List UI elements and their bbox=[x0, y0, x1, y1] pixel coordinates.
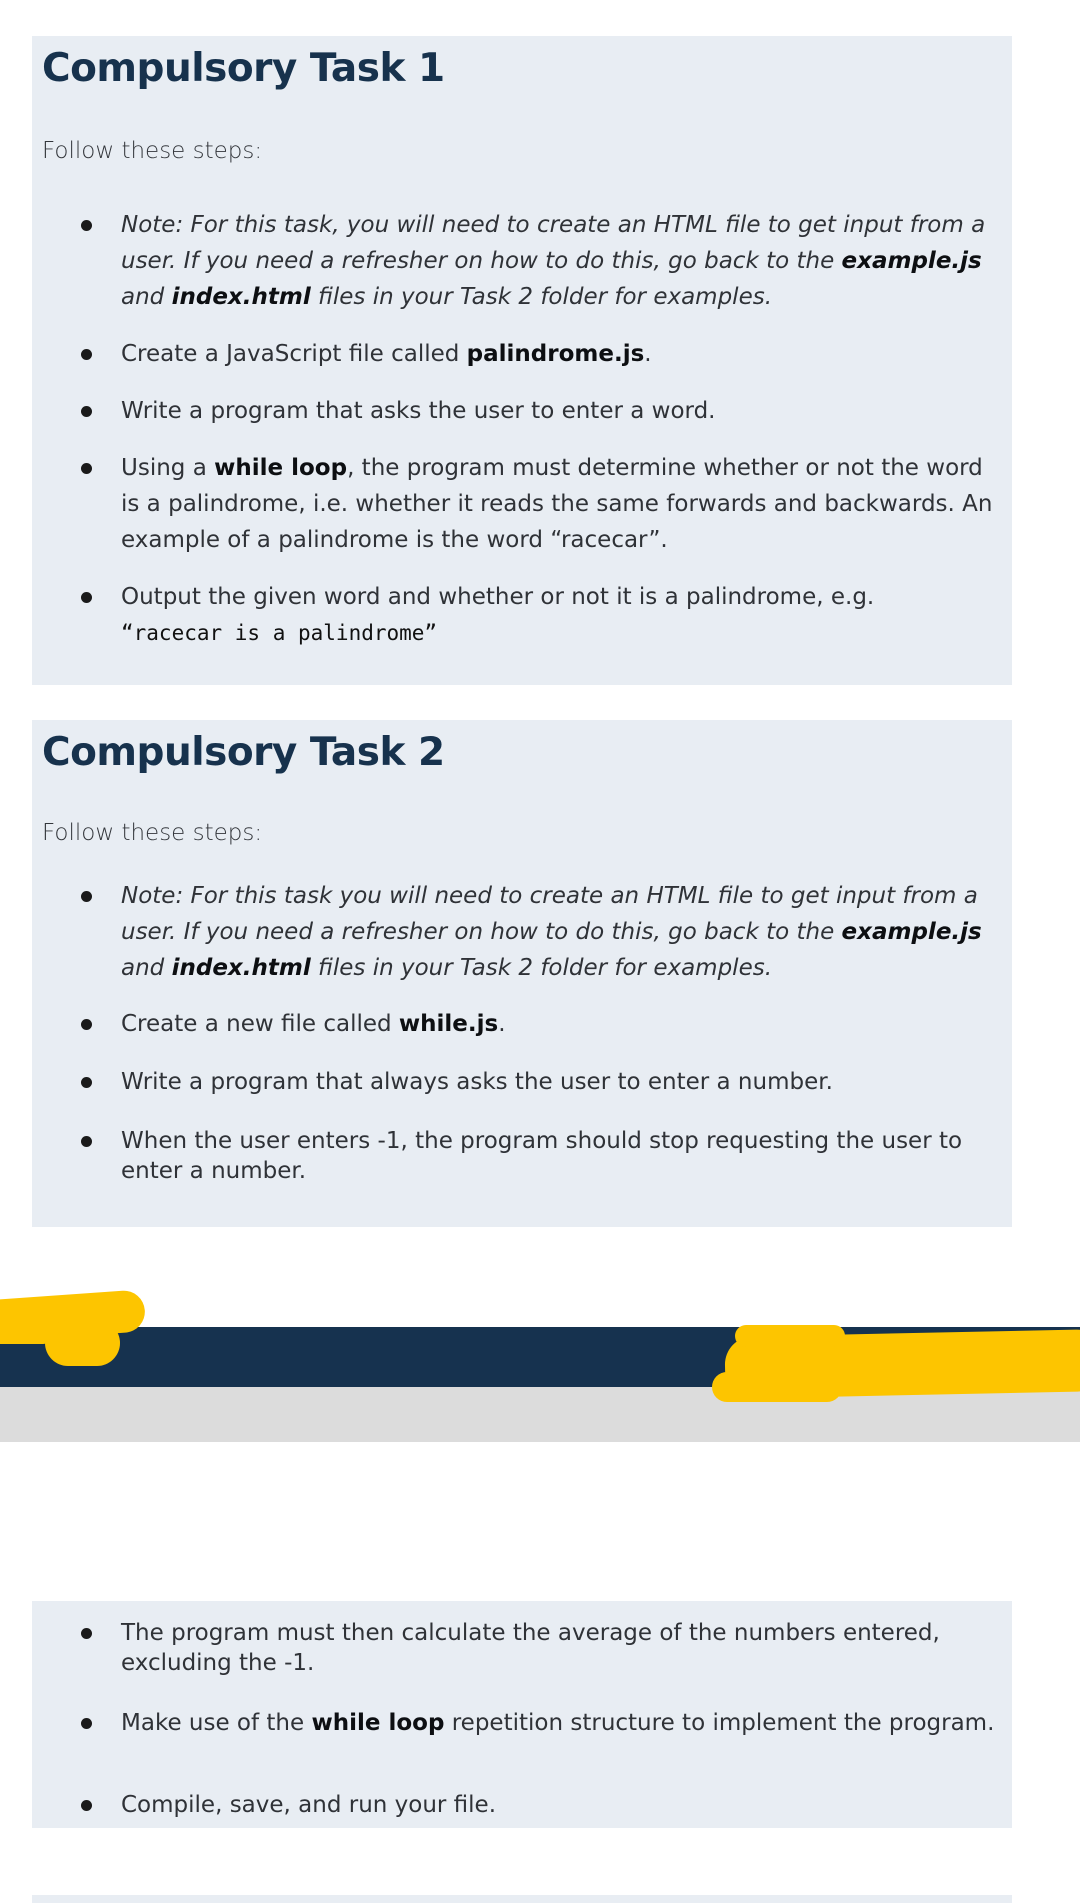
bullet-dot bbox=[81, 349, 92, 360]
task1-lead: Follow these steps: bbox=[42, 138, 263, 164]
task2-continued-card bbox=[32, 1601, 1012, 1828]
task2-create-file-text: Create a new file called while.js. bbox=[121, 1011, 506, 1037]
task1-output-text: Output the given word and whether or not it is a palindrome, e.g. “racecar is a palindrome” bbox=[121, 584, 875, 645]
bullet-dot bbox=[81, 1019, 92, 1030]
next-card-edge bbox=[32, 1895, 1012, 1903]
bullet-dot bbox=[81, 1800, 92, 1811]
continued-average-text: The program must then calculate the average of the numbers entered, excluding the -1. bbox=[121, 1620, 940, 1676]
bullet-dot bbox=[81, 463, 92, 474]
task2-ask-number-text: Write a program that always asks the user to enter a number. bbox=[121, 1069, 833, 1095]
task2-title: Compulsory Task 2 bbox=[42, 730, 445, 775]
bullet-dot bbox=[81, 592, 92, 603]
bullet-dot bbox=[81, 891, 92, 902]
bullet-dot bbox=[81, 1718, 92, 1729]
task1-card bbox=[32, 36, 1012, 685]
task1-title: Compulsory Task 1 bbox=[42, 46, 445, 91]
task1-create-file-text: Create a JavaScript file called palindrome.js. bbox=[121, 341, 652, 367]
task1-ask-word-text: Write a program that asks the user to enter a word. bbox=[121, 398, 716, 424]
task1-note-text: Note: For this task, you will need to create an HTML file to get input from a user. If you need a refresher on how to do this, go back to the example.js and index.html files in your Task 2 folder for examples. bbox=[121, 212, 986, 310]
page-banner-bar bbox=[0, 1387, 1080, 1442]
highlighter-scribble bbox=[712, 1372, 842, 1402]
task2-lead: Follow these steps: bbox=[42, 820, 263, 846]
bullet-dot bbox=[81, 1136, 92, 1147]
continued-compile-text: Compile, save, and run your file. bbox=[121, 1792, 497, 1818]
highlighter-scribble bbox=[0, 1330, 50, 1344]
bullet-dot bbox=[81, 406, 92, 417]
continued-while-loop-text: Make use of the while loop repetition structure to implement the program. bbox=[121, 1710, 995, 1736]
task2-note-text: Note: For this task you will need to create an HTML file to get input from a user. If you need a refresher on how to do this, go back to the example.js and index.html files in your Task 2 folder for examples. bbox=[121, 883, 982, 981]
palindrome-example-code: “racecar is a palindrome” bbox=[121, 621, 438, 645]
task2-card bbox=[32, 720, 1012, 1227]
bullet-dot bbox=[81, 1628, 92, 1639]
task2-stop-text: When the user enters -1, the program should stop requesting the user to enter a number. bbox=[121, 1128, 963, 1184]
task1-while-loop-text: Using a while loop, the program must determine whether or not the word is a palindrome, i.e. whether it reads the same forwards and backwards. An example of a palindrome is the word “racecar”. bbox=[121, 455, 993, 553]
highlighter-scribble bbox=[735, 1325, 845, 1347]
highlighter-scribble bbox=[45, 1320, 120, 1366]
bullet-dot bbox=[81, 220, 92, 231]
bullet-dot bbox=[81, 1077, 92, 1088]
